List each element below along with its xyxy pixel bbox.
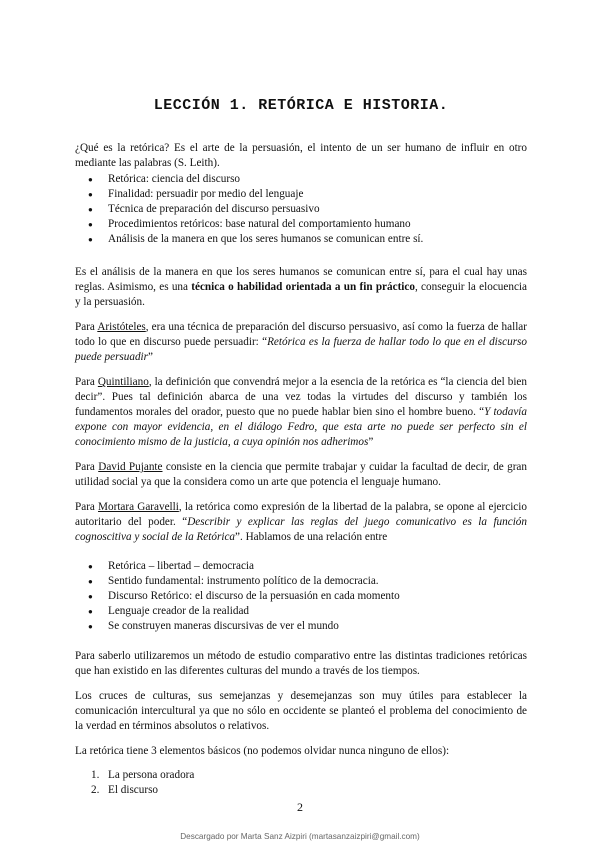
quintiliano-paragraph: Para Quintiliano, la definición que convendrá mejor a la esencia de la retórica es “la ciencia del bien decir”. Pues tal definición abarca de una vez todas la virtudes del discurso y también los fundamentos morales del orador, puesto que no puede hablar bien sino el hombre bueno. “Y todavía expone con mayor evidencia, en el diálogo Fedro, que esta arte no puede ser perfecto sin el conocimiento mismo de la justicia, a cuya opinión nos adherimos” xyxy=(75,376,527,448)
quote: Retórica es la fuerza de hallar todo lo que en el discurso puede persuadir xyxy=(75,336,527,363)
list-item: ● Sentido fundamental: instrumento político de la democracia. xyxy=(75,574,527,589)
list-item: 1. La persona oradora xyxy=(91,769,195,781)
list-item: 2. El discurso xyxy=(91,784,159,796)
author-name: Mortara Garavelli xyxy=(98,501,179,513)
elements-list xyxy=(75,768,527,798)
list-item: ● Se construyen maneras discursivas de ver el mundo xyxy=(75,619,527,634)
garavelli-paragraph: Para Mortara Garavelli, la retórica como expresión de la libertad de la palabra, se opone al ejercicio autoritario del poder. “Describir y explicar las reglas del juego comunicativo es la función cognoscitiva y social de la Retórica”. Hablamos de una relación entre xyxy=(75,501,527,543)
definition-list xyxy=(75,172,527,247)
list-item: ● Procedimientos retóricos: base natural del comportamiento humano xyxy=(75,217,527,232)
list-item: ● Retórica – libertad – democracia xyxy=(75,559,527,574)
page-number: 2 xyxy=(297,800,303,814)
aristoteles-paragraph: Para Aristóteles, era una técnica de preparación del discurso persuasivo, así como la fuerza de hallar todo lo que en discurso puede persuadir: “Retórica es la fuerza de hallar todo lo que en el discurso puede persuadir” xyxy=(75,321,527,363)
cultures-paragraph: Los cruces de culturas, sus semejanzas y desemejanzas son muy útiles para establecer la comunicación intercultural ya que no sólo en occidente se planteó el problema del conocimiento de la verdad en términos absolutos o relativos. xyxy=(75,690,527,732)
list-item: ● Técnica de preparación del discurso persuasivo xyxy=(75,202,527,217)
download-footer: Descargado por Marta Sanz Aizpiri (martasanzaizpiri@gmail.com) xyxy=(180,832,420,841)
quote: Y todavía expone con mayor evidencia, en el diálogo Fedro, que esta arte no puede ser perfecto sin el conocimiento mismo de la justicia, a cuya opinión nos adherimos xyxy=(75,406,527,448)
author-name: Aristóteles xyxy=(97,321,146,333)
author-name: Quintiliano xyxy=(97,376,149,388)
democracy-list xyxy=(75,559,527,634)
list-item: ● Discurso Retórico: el discurso de la persuasión en cada momento xyxy=(75,589,527,604)
pujante-paragraph: Para David Pujante consiste en la ciencia que permite trabajar y cuidar la facultad de decir, de gran utilidad social ya que la considera como un arte que potencia el lenguaje humano. xyxy=(75,461,527,488)
list-item: ● Lenguaje creador de la realidad xyxy=(75,604,527,619)
author-name: David Pujante xyxy=(98,461,163,473)
analysis-paragraph: Es el análisis de la manera en que los seres humanos se comunican entre sí, para el cual hay unas reglas. Asimismo, es una técnica o habilidad orientada a un fin práctico, conseguir la elocuencia y la persuasión. xyxy=(75,266,527,308)
list-item: ● Retórica: ciencia del discurso xyxy=(75,172,527,187)
intro-paragraph: ¿Qué es la retórica? Es el arte de la persuasión, el intento de un ser humano de influir en otro mediante las palabras (S. Leith). xyxy=(75,142,527,169)
list-item: ● Análisis de la manera en que los seres humanos se comunican entre sí. xyxy=(75,232,527,247)
document-body xyxy=(75,141,527,798)
method-paragraph: Para saberlo utilizaremos un método de estudio comparativo entre las distintas tradiciones retóricas que han existido en las diferentes culturas del mundo a través de los tiempos. xyxy=(75,650,527,677)
elements-paragraph: La retórica tiene 3 elementos básicos (no podemos olvidar nunca ninguno de ellos): xyxy=(75,745,450,757)
bold-phrase: técnica o habilidad orientada a un fin práctico xyxy=(191,281,415,293)
quote: Describir y explicar las reglas del juego comunicativo es la función cognoscitiva y social de la Retórica xyxy=(75,516,527,543)
lesson-title: LECCIÓN 1. RETÓRICA E HISTORIA. xyxy=(153,97,449,114)
list-item: ● Finalidad: persuadir por medio del lenguaje xyxy=(75,187,527,202)
